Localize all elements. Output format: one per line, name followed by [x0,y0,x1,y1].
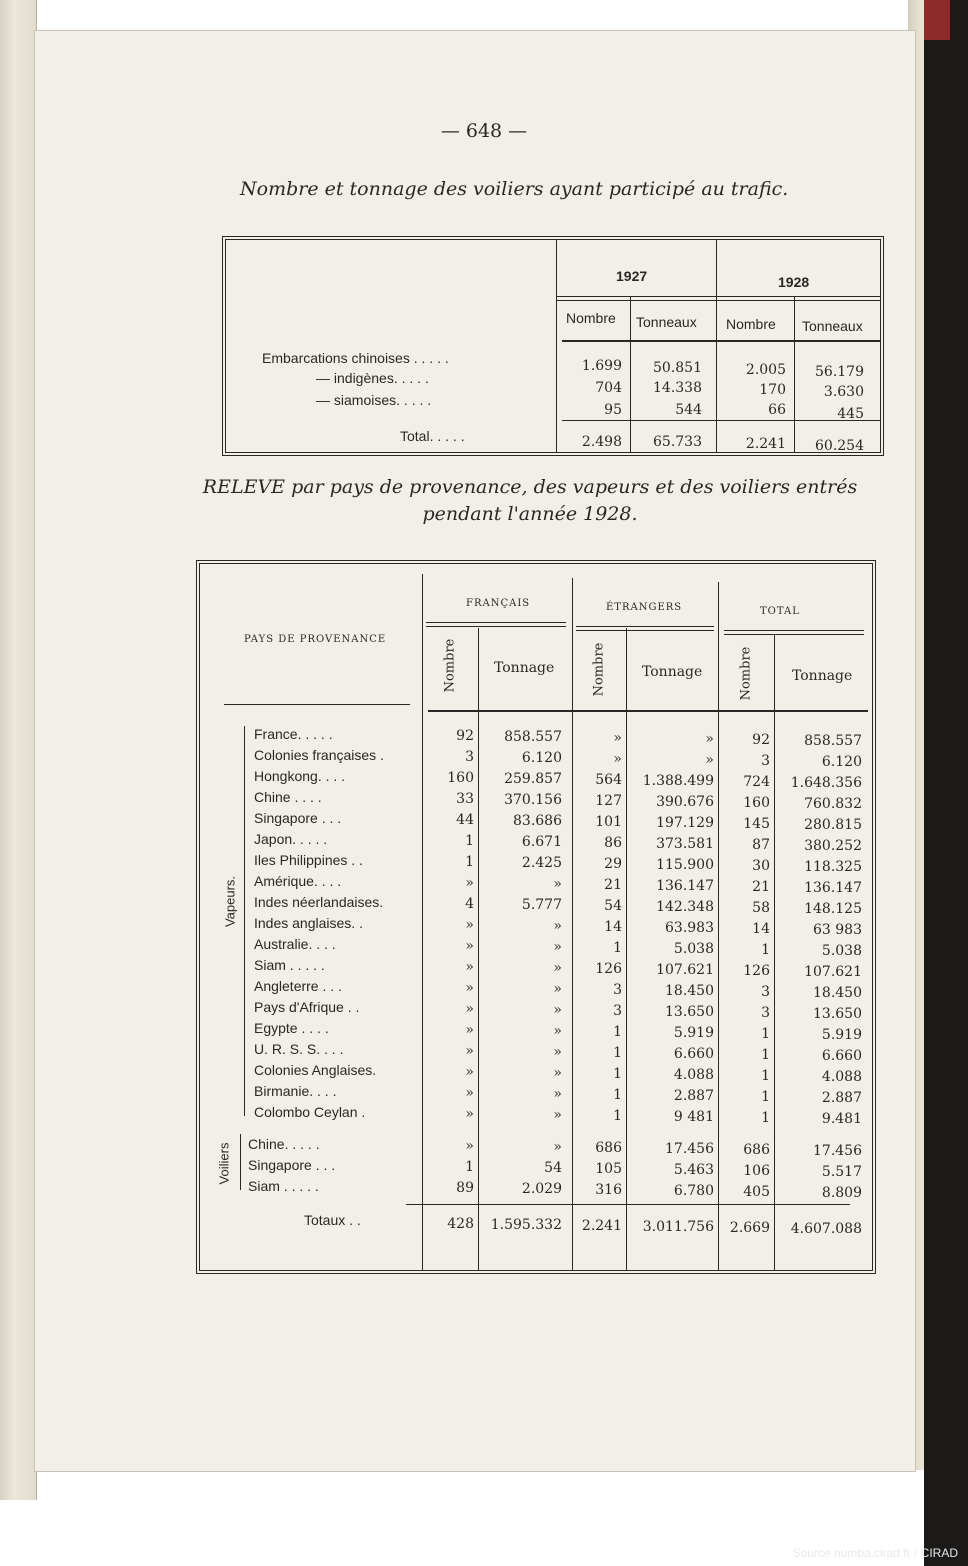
cell: 30 [752,858,770,874]
group-voiliers-label: Voiliers [216,1142,232,1185]
row-label: Singapore . . . [248,1157,336,1173]
cell: 6.660 [821,1048,862,1064]
col-pays: PAYS DE PROVENANCE [244,634,387,645]
cell: 83.686 [513,813,562,829]
cell: 4.088 [673,1067,714,1083]
cell: 3 [761,1005,770,1021]
cell: 58 [752,900,770,916]
scan-background [924,0,968,1566]
cell: 60.254 [815,438,864,454]
row-label: Siam . . . . . [254,957,325,973]
cell: » [465,1022,474,1038]
cell: 63 983 [813,922,862,938]
cell: 5.919 [673,1025,714,1041]
row-label: Chine. . . . . [248,1136,320,1152]
cell: 2.425 [521,855,562,871]
cell: 66 [768,402,786,418]
cell: 160 [447,770,474,786]
cell: 87 [752,837,770,853]
cell: 1 [613,1045,622,1061]
cell: 101 [595,814,622,830]
cell: 107.621 [656,962,714,978]
row-label: Amérique. . . . [254,873,342,889]
cell: 148.125 [804,901,862,917]
cell: 564 [595,772,622,788]
cell: » [613,751,622,767]
cell: » [553,1065,562,1081]
cell: 1 [465,854,474,870]
total-cell: 1.595.332 [490,1217,562,1233]
total-cell: 3.011.756 [642,1219,714,1235]
cell: 316 [595,1182,622,1198]
book-left-edge [0,0,37,1500]
cell: » [553,939,562,955]
table2-title-line1: RELEVE par pays de provenance, des vapeurs et des voiliers entrés [202,476,858,498]
row-label: Angleterre . . . [254,978,342,994]
cell: 3.630 [823,384,864,400]
row-label: Iles Philippines . . [254,852,363,868]
cell: 160 [743,795,770,811]
cell: 13.650 [665,1004,714,1020]
row-label: Indes néerlandaises. [254,894,384,910]
cell: » [465,917,474,933]
cell: 33 [456,791,474,807]
cell: 63.983 [665,920,714,936]
cell: 686 [595,1140,622,1156]
row-label: Siam . . . . . [248,1178,319,1194]
cell: 86 [604,835,622,851]
cell: 21 [604,877,622,893]
cell: 3 [761,753,770,769]
cell: 29 [604,856,622,872]
cell: 2.005 [745,362,786,378]
cell: 17.456 [813,1143,862,1159]
group-etrangers: ÉTRANGERS [606,602,683,613]
cell: 18.450 [813,985,862,1001]
sub-nombre: Nombre [738,646,754,701]
cell: 14 [752,921,770,937]
cell: 1 [761,1026,770,1042]
cell: 89 [456,1180,474,1196]
total-cell: 428 [447,1216,474,1232]
cell: 14 [604,919,622,935]
cell: » [553,1139,562,1155]
cell: 259.857 [504,771,562,787]
cell: 2.887 [673,1088,714,1104]
cell: 5.919 [821,1027,862,1043]
row-label: U. R. S. S. . . . [254,1041,344,1057]
cell: 1 [761,1068,770,1084]
row-label: Indes anglaises. . [254,915,363,931]
group-vapeurs-label: Vapeurs. [222,875,238,928]
col-tonneaux-1927: Tonneaux [636,314,697,330]
sailing-vessels-table [222,236,884,456]
cell: 1 [761,942,770,958]
cell: 21 [752,879,770,895]
row-label: Birmanie. . . . [254,1083,337,1099]
cell: 142.348 [656,899,714,915]
cell: » [553,1023,562,1039]
cell: 5.517 [821,1164,862,1180]
cell: » [553,1107,562,1123]
row-label: Colombo Ceylan . [254,1104,366,1120]
cell: 1.699 [581,358,622,374]
cell: 106 [743,1163,770,1179]
cell: 390.676 [656,794,714,810]
cell: 6.120 [521,750,562,766]
cell: 3 [465,749,474,765]
cell: 115.900 [656,857,714,873]
cell: 9 481 [673,1109,714,1125]
cell: 858.557 [504,729,562,745]
row-label: Singapore . . . [254,810,342,826]
cell: 1 [761,1110,770,1126]
cell: 1 [761,1089,770,1105]
table2-title [170,474,890,528]
cell: 370.156 [504,792,562,808]
cell: 1 [613,1108,622,1124]
sub-nombre: Nombre [591,642,607,697]
cell: 5.038 [821,943,862,959]
cell: » [465,959,474,975]
cell: » [465,938,474,954]
total-cell: 2.669 [729,1220,770,1236]
cell: 5.038 [673,941,714,957]
cell: 2.498 [581,434,622,450]
cell: 280.815 [804,817,862,833]
row-label: Hongkong. . . . [254,768,346,784]
cell: 3 [613,982,622,998]
cell: 704 [595,380,622,396]
cell: 54 [544,1160,562,1176]
cell: 6.120 [821,754,862,770]
cell: » [553,960,562,976]
sub-tonnage: Tonnage [642,664,703,680]
cell: 544 [675,402,702,418]
cell: 136.147 [656,878,714,894]
cell: 17.456 [665,1141,714,1157]
row-label: Egypte . . . . [254,1020,329,1036]
cell: » [465,1001,474,1017]
col-nombre-1927: Nombre [566,310,616,326]
cell: » [553,1002,562,1018]
cell: 1 [465,1159,474,1175]
cell: » [465,980,474,996]
cell: 858.557 [804,733,862,749]
cell: 65.733 [653,434,702,450]
cell: » [465,1085,474,1101]
sub-tonnage: Tonnage [792,668,853,684]
cell: 107.621 [804,964,862,980]
cell: 5.463 [673,1162,714,1178]
cell: 92 [456,728,474,744]
cell: 18.450 [665,983,714,999]
cell: 2.241 [745,436,786,452]
cell: 4.088 [821,1069,862,1085]
group-francais: FRANÇAIS [466,598,531,609]
cell: 5.777 [521,897,562,913]
row-label: Colonies françaises . [254,747,384,763]
cell: 760.832 [804,796,862,812]
cell: » [553,876,562,892]
row-label: — siamoises. . . . . [316,392,432,408]
row-label: — indigènes. . . . . [316,370,429,386]
cell: 92 [752,732,770,748]
cell: 2.887 [821,1090,862,1106]
cell: » [705,752,714,768]
book-cover-corner [924,0,950,40]
row-label: Australie. . . . [254,936,336,952]
source-credit: Source numba.cirad.fr / CIRAD [792,1546,958,1560]
cell: 56.179 [815,364,864,380]
cell: 197.129 [656,815,714,831]
total-cell: 2.241 [581,1218,622,1234]
provenance-table [196,560,876,1274]
row-label: France. . . . . [254,726,333,742]
cell: 145 [743,816,770,832]
table1-title: Nombre et tonnage des voiliers ayant participé au trafic. [240,178,789,200]
cell: 9.481 [821,1111,862,1127]
cell: 136.147 [804,880,862,896]
cell: 126 [595,961,622,977]
cell: 1 [613,1066,622,1082]
cell: 1 [613,1024,622,1040]
page-number: — 648 — [440,120,528,142]
cell: » [465,875,474,891]
cell: 105 [595,1161,622,1177]
total-label: Total. . . . . [400,428,465,444]
cell: 445 [837,406,864,422]
cell: 2.029 [521,1181,562,1197]
cell: 50.851 [653,360,702,376]
cell: 126 [743,963,770,979]
cell: 380.252 [804,838,862,854]
cell: » [553,918,562,934]
cell: 405 [743,1184,770,1200]
cell: 118.325 [804,859,862,875]
row-label: Embarcations chinoises . . . . . [262,350,449,366]
cell: 1 [761,1047,770,1063]
cell: » [553,1044,562,1060]
cell: 6.780 [673,1183,714,1199]
cell: 54 [604,898,622,914]
col-nombre-1928: Nombre [726,316,776,332]
sub-nombre: Nombre [442,638,458,693]
cell: 95 [604,402,622,418]
cell: 373.581 [656,836,714,852]
cell: 3 [613,1003,622,1019]
group-total: TOTAL [760,606,800,617]
totaux-label: Totaux . . [304,1212,361,1228]
cell: 14.338 [653,380,702,396]
cell: » [553,1086,562,1102]
cell: » [465,1064,474,1080]
total-cell: 4.607.088 [790,1221,862,1237]
cell: 4 [465,896,474,912]
cell: » [465,1106,474,1122]
cell: 13.650 [813,1006,862,1022]
cell: » [553,981,562,997]
cell: 170 [759,382,786,398]
cell: » [705,731,714,747]
sub-tonnage: Tonnage [494,660,555,676]
row-label: Japon. . . . . [254,831,328,847]
cell: 1 [613,940,622,956]
cell: 44 [456,812,474,828]
cell: 686 [743,1142,770,1158]
cell: 6.660 [673,1046,714,1062]
cell: 724 [743,774,770,790]
cell: 1 [613,1087,622,1103]
row-label: Pays d'Afrique . . [254,999,360,1015]
year-1927: 1927 [616,268,648,284]
cell: » [465,1138,474,1154]
cell: 127 [595,793,622,809]
cell: 1 [465,833,474,849]
cell: » [613,730,622,746]
cell: » [465,1043,474,1059]
year-1928: 1928 [778,274,810,290]
cell: 3 [761,984,770,1000]
table2-title-line2: pendant l'année 1928. [422,503,638,525]
cell: 1.388.499 [642,773,714,789]
row-label: Chine . . . . [254,789,322,805]
row-label: Colonies Anglaises. [254,1062,377,1078]
cell: 8.809 [821,1185,862,1201]
cell: 1.648.356 [790,775,862,791]
cell: 6.671 [521,834,562,850]
col-tonneaux-1928: Tonneaux [802,318,863,334]
